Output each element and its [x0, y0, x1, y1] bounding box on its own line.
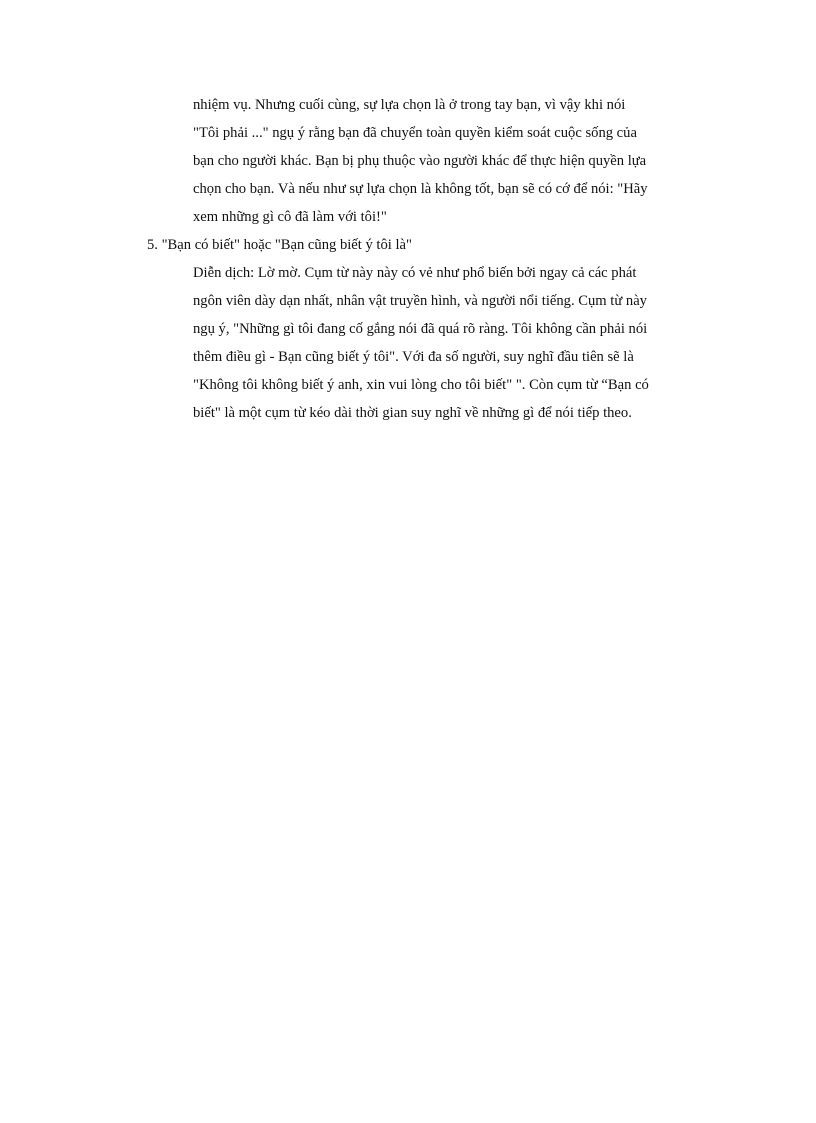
- paragraph-line: "Không tôi không biết ý anh, xin vui lòng cho tôi biết" ". Còn cụm từ “Bạn có: [193, 377, 649, 393]
- paragraph-line: xem những gì cô đã làm với tôi!": [193, 209, 387, 225]
- paragraph-line: nhiệm vụ. Nhưng cuối cùng, sự lựa chọn là ở trong tay bạn, vì vậy khi nói: [193, 97, 626, 113]
- paragraph-line: biết" là một cụm từ kéo dài thời gian suy nghĩ về những gì để nói tiếp theo.: [193, 405, 632, 421]
- paragraph-line: ngôn viên dày dạn nhất, nhân vật truyền hình, và người nổi tiếng. Cụm từ này: [193, 293, 647, 309]
- paragraph-line: thêm điều gì - Bạn cũng biết ý tôi". Với đa số người, suy nghĩ đầu tiên sẽ là: [193, 349, 634, 365]
- paragraph-line: chọn cho bạn. Và nếu như sự lựa chọn là không tốt, bạn sẽ có cớ để nói: "Hãy: [193, 181, 648, 197]
- paragraph-line: bạn cho người khác. Bạn bị phụ thuộc vào người khác để thực hiện quyền lựa: [193, 153, 647, 169]
- paragraph-line: "Tôi phải ..." ngụ ý rằng bạn đã chuyển toàn quyền kiểm soát cuộc sống của: [193, 125, 637, 141]
- paragraph-line: ngụ ý, "Những gì tôi đang cố gắng nói đã quá rõ ràng. Tôi không cần phải nói: [193, 321, 648, 337]
- list-item-heading-5: 5. "Bạn có biết" hoặc "Bạn cũng biết ý tôi là": [147, 237, 412, 253]
- paragraph-line: Diễn dịch: Lờ mờ. Cụm từ này này có vẻ như phổ biến bởi ngay cả các phát: [193, 265, 637, 281]
